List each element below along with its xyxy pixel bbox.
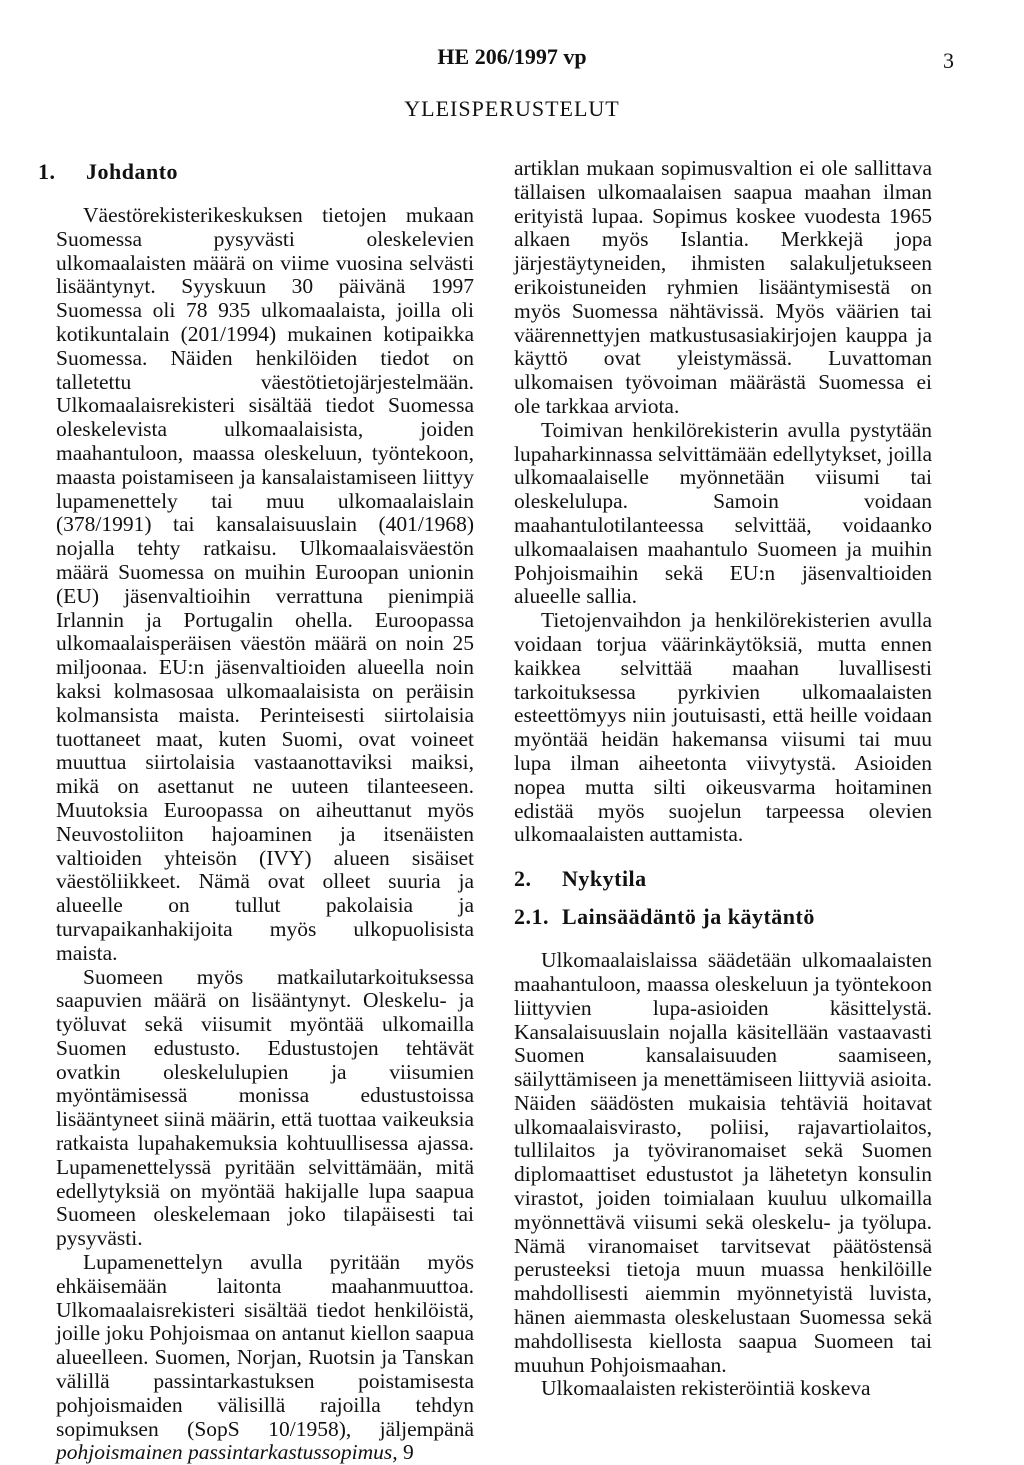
heading-text: Nykytila — [562, 866, 647, 892]
heading-number: 2.1. — [514, 904, 549, 930]
paragraph-tail: 9 — [403, 1440, 414, 1465]
heading-number: 2. — [514, 866, 532, 892]
paragraph: artiklan mukaan sopimusvaltion ei ole sallittava tällaisen ulkomaalaisen saapua maahan ilman erityistä lupaa. Sopimus koskee vuodesta 1965 alkaen myös Islantia. Merkkejä jopa järjestäytyneiden, ihmisten salakuljetukseen erikoistuneiden ryhmien lisääntymisestä on myös Suomessa nähtävissä. Myös väärien tai väärennettyjen matkustusasiakirjojen kauppa ja käyttö ovat yleistymässä. Luvattoman ulkomaisen työvoiman määrästä Suomessa ei ole tarkkaa arviota. — [514, 156, 932, 418]
left-column — [38, 159, 474, 1465]
paragraph: Toimivan henkilörekisterin avulla pystytään lupaharkinnassa selvittämään edellytykset, joilla ulkomaalaiselle myönnetään viisumi tai oleskelulupa. Samoin voidaan maahantulotilanteessa selvittää, voidaanko ulkomaalaisen maahantulo Suomeen ja muihin Pohjoismaihin sekä EU:n jäsenvaltioiden alueelle sallia. — [514, 417, 932, 609]
heading-text: Lainsäädäntö ja käytäntö — [562, 904, 815, 930]
paragraph — [56, 1251, 474, 1465]
heading-legislation — [514, 905, 932, 929]
paragraph-text: Lupamenettelyn avulla pyritään myös ehkäisemään laitonta maahanmuuttoa. Ulkomaalaisrekisteri sisältää tiedot henkilöistä, joille joku Pohjoismaa on antanut kiellon saapua alueelleen. Suomen, Norjan, Ruotsin ja Tanskan välillä passintarkastuksen poistamisesta pohjoismaiden välisillä rajoilla tehdyn sopimuksen (SopS 10/1958), jäljempänä — [56, 1250, 474, 1441]
heading-text: Johdanto — [86, 159, 179, 184]
section-title: YLEISPERUSTELUT — [404, 96, 620, 121]
paragraph: Väestörekisterikeskuksen tietojen mukaan Suomessa pysyvästi oleskelevien ulkomaalaisten määrä on viime vuosina selvästi lisääntynyt. Syyskuun 30 päivänä 1997 Suomessa oli 78 935 ulkomaalaista, joilla oli kotikuntalain (201/1994) mukainen kotipaikka Suomessa. Näiden henkilöiden tiedot on talletettu väestötietojärjestelmään. Ulkomaalaisrekisteri sisältää tiedot Suomessa oleskelevista ulkomaalaisista, joiden maahantuloon, maassa oleskeluun, työntekoon, maasta poistamiseen ja kansalaistamiseen liittyy lupamenettely tai muu ulkomaalaislain (378/1991) tai kansalaisuuslain (401/1968) nojalla tehty ratkaisu. Ulkomaalaisväestön määrä Suomessa on muihin Euroopan unionin (EU) jäsenvaltioihin verrattuna pienimpiä Irlannin ja Portugalin ohella. Euroopassa ulkomaalaisperäisen väestön määrä on noin 25 miljoonaa. EU:n jäsenvaltioiden alueella noin kaksi kolmasosaa ulkomaalaisista on peräisin kolmansista maista. Perinteisesti siirtolaisia tuottaneet maat, kuten Suomi, ovat voineet muuttua siirtolaisia vastaanottaviksi maiksi, mikä on asettanut ne uuteen tilanteeseen. Muutoksia Euroopassa on aiheuttanut myös Neuvostoliiton hajoaminen ja itsenäisten valtioiden yhteisön (IVY) alueen sisäiset väestöliikkeet. Nämä ovat olleet suuria ja alueelle on tullut pakolaisia ja turvapaikanhakijoita myös ulkopuolisista maista. — [56, 203, 474, 965]
page-number: 3 — [943, 48, 954, 73]
heading-number: 1. — [38, 159, 56, 184]
right-column — [514, 157, 932, 1401]
paragraph: Ulkomaalaisten rekisteröintiä koskeva — [541, 1376, 871, 1401]
heading-current-state — [514, 867, 932, 891]
paragraph: Ulkomaalaislaissa säädetään ulkomaalaisten maahantuloon, maassa oleskeluun ja työntekoon liittyvien lupa-asioiden käsittelystä. Kansalaisuuslain nojalla käsitellään vastaavasti Suomen kansalaisuuden saamiseen, säilyttämiseen ja menettämiseen liittyviä asioita. Näiden säädösten mukaisia tehtäviä hoitavat ulkomaalaisvirasto, poliisi, rajavartiolaitos, tullilaitos ja työviranomaiset sekä Suomen diplomaattiset edustustot ja lähetetyn konsulin virastot, joiden toimialaan kuuluu ulkomailla myönnettävä viisumi sekä oleskelu- ja työlupa. Nämä viranomaiset tarvitsevat päätöstensä perusteeksi tietoja muun muassa henkilöille mahdollisesti aiemmin myönnetyistä luvista, hänen aiemmasta oleskelustaan Suomessa sekä mahdollisesta kiellosta saapua Suomeen tai muuhun Pohjoismaahan. — [514, 948, 932, 1377]
document-reference: HE 206/1997 vp — [437, 44, 587, 69]
paragraph: Suomeen myös matkailutarkoituksessa saapuvien määrä on lisääntynyt. Oleskelu- ja työluvat sekä viisumit myöntää ulkomailla Suomen edustusto. Edustustojen tehtävät ovatkin oleskelulupien ja viisumien myöntämisessä monissa edustustoissa lisääntyneet siinä määrin, että tuottaa vaikeuksia ratkaista lupahakemuksia kohtuullisessa ajassa. Lupamenettelyssä pyritään selvittämään, mitä edellytyksiä on myöntää hakijalle lupa saapua Suomeen oleskelemaan joko tilapäisesti tai pysyvästi. — [56, 964, 474, 1251]
heading-introduction — [38, 160, 474, 184]
treaty-name-italic: pohjoismainen passintarkastussopimus, — [56, 1440, 398, 1465]
paragraph: Tietojenvaihdon ja henkilörekisterien avulla voidaan torjua väärinkäytöksiä, mutta ennen kaikkea selvittää maahan luvallisesti tarkoituksessa pyrkivien ulkomaalaisten esteettömyys niin joutuisasti, että heille voidaan myöntää heidän hakemansa viisumi tai muu lupa ilman aiheetonta viivytystä. Asioiden nopea mutta silti oikeusvarma hoitaminen edistää myös suojelun tarpeessa olevien ulkomaalaisten auttamista. — [514, 608, 932, 847]
